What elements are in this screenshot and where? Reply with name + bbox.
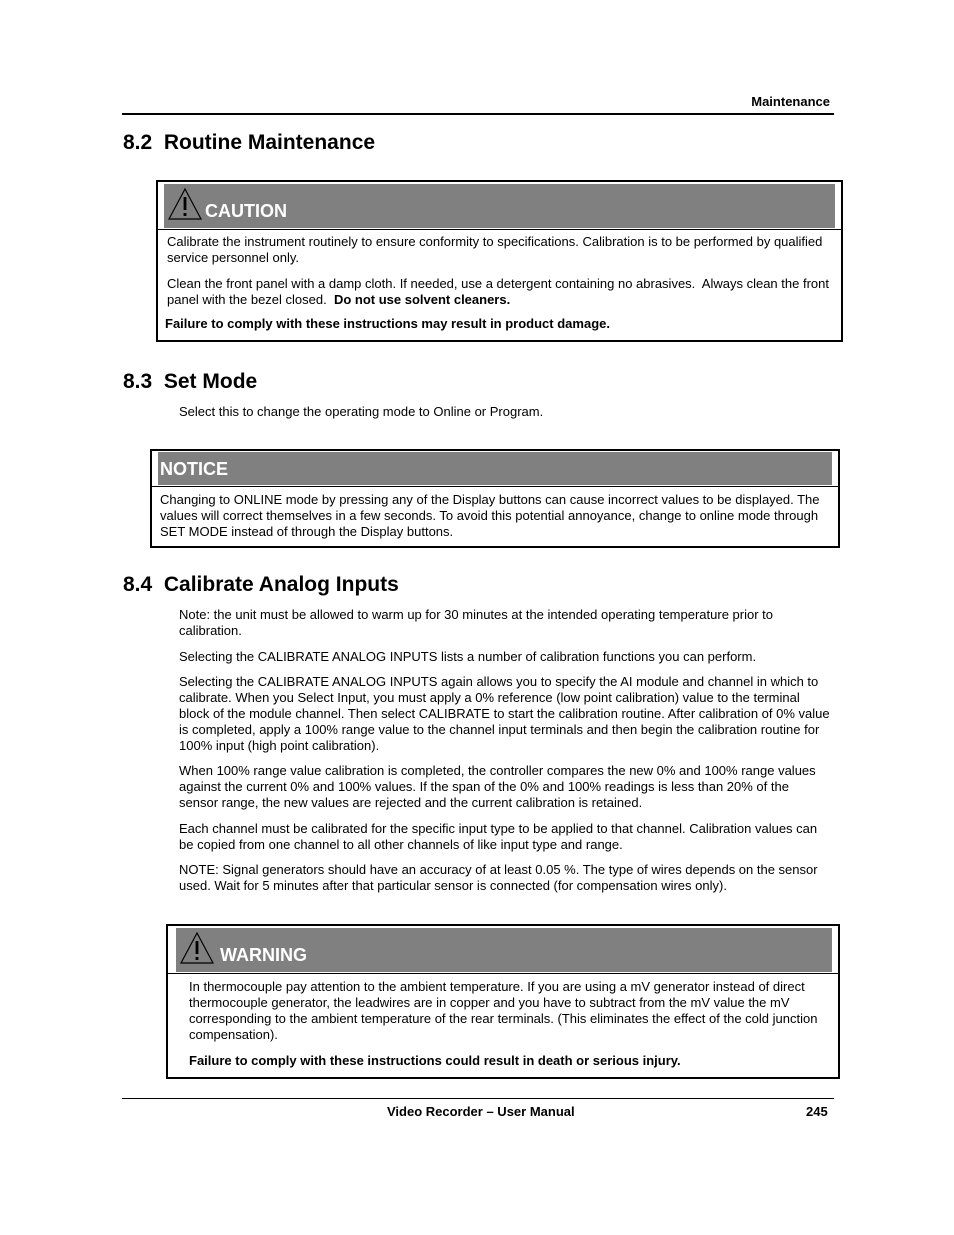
warning-triangle-icon [167,187,203,221]
page-number: 245 [806,1104,828,1119]
caution-header [164,184,835,228]
notice-header-rule [152,486,838,487]
set-mode-intro: Select this to change the operating mode to Online or Program. [179,404,544,419]
warning-paragraph-2: Failure to comply with these instructions could result in death or serious injury. [189,1053,681,1068]
notice-box [150,449,840,548]
notice-header [158,452,832,485]
calibrate-paragraph: Each channel must be calibrated for the specific input type to be applied to that channel. Calibration values can be copied from one channel to all other channels of like input type and range. [179,821,818,852]
caution-label: CAUTION [205,201,287,221]
calibrate-paragraph: Selecting the CALIBRATE ANALOG INPUTS lists a number of calibration functions you can perform. [179,649,757,664]
section-title-routine-maintenance: 8.2 Routine Maintenance [123,131,376,154]
calibrate-paragraph: Note: the unit must be allowed to warm up for 30 minutes at the intended operating temperature prior to calibration. [179,607,774,638]
running-header: Maintenance [751,94,830,109]
section-title-calibrate-analog-inputs: 8.4 Calibrate Analog Inputs [123,573,399,596]
warning-triangle-icon [179,931,215,965]
footer-title: Video Recorder – User Manual [387,1104,575,1119]
calibrate-paragraph: When 100% range value calibration is completed, the controller compares the new 0% and 100% range values against the current 0% and 100% values. If the span of the 0% and 100% readings is less than 20% of the sensor range, the new values are rejected and the current calibration is retained. [179,763,816,810]
calibrate-content [179,607,831,894]
calibrate-paragraph: Selecting the CALIBRATE ANALOG INPUTS again allows you to specify the AI module and channel in which to calibrate. When you Select Input, you must apply a 0% reference (low point calibration) value to the terminal block of the module channel. Then select CALIBRATE to start the calibration routine. After calibration of 0% value is completed, apply a 100% range value to the channel input terminals and then begin the calibration routine for 100% input (high point calibration). [179,674,830,753]
warning-header [176,928,832,972]
warning-paragraph-1: In thermocouple pay attention to the ambient temperature. If you are using a mV generator instead of direct thermocouple generator, the leadwires are in copper and you have to subtract from the mV value the mV corresponding to the ambient temperature of the rear terminals. (This eliminates the effect of the cold junction compensation). [189,979,818,1042]
caution-paragraph-1: Calibrate the instrument routinely to ensure conformity to specifications. Calibration is to be performed by qualified service personnel only. [167,234,823,265]
notice-body [160,492,832,540]
caution-paragraph-3: Failure to comply with these instructions may result in product damage. [165,316,610,331]
notice-label: NOTICE [160,459,229,479]
calibrate-paragraph: NOTE: Signal generators should have an accuracy of at least 0.05 %. The type of wires depends on the sensor used. Wait for 5 minutes after that particular sensor is connected (for compensation wires only). [179,862,818,893]
notice-text: Changing to ONLINE mode by pressing any of the Display buttons can cause incorrect values to be displayed. The values will correct themselves in a few seconds. To avoid this potential annoyance, change to online mode through SET MODE instead of through the Display buttons. [160,492,820,539]
warning-box [166,924,840,1079]
caution-paragraph-2-bold: Do not use solvent cleaners. [333,292,511,307]
caution-body [167,234,831,332]
caution-box [156,180,843,342]
footer-rule [122,1098,834,1099]
caution-header-rule [158,229,841,230]
section-title-set-mode: 8.3 Set Mode [123,370,258,393]
header-rule [122,113,834,115]
warning-label: WARNING [220,945,307,965]
caution-paragraph-2 [167,276,831,308]
caution-paragraph-2-text: Clean the front panel with a damp cloth. If needed, use a detergent containing no abrasives. Always clean the front panel with the bezel closed. [167,276,833,307]
warning-header-rule [168,973,838,974]
warning-body [189,979,832,1069]
